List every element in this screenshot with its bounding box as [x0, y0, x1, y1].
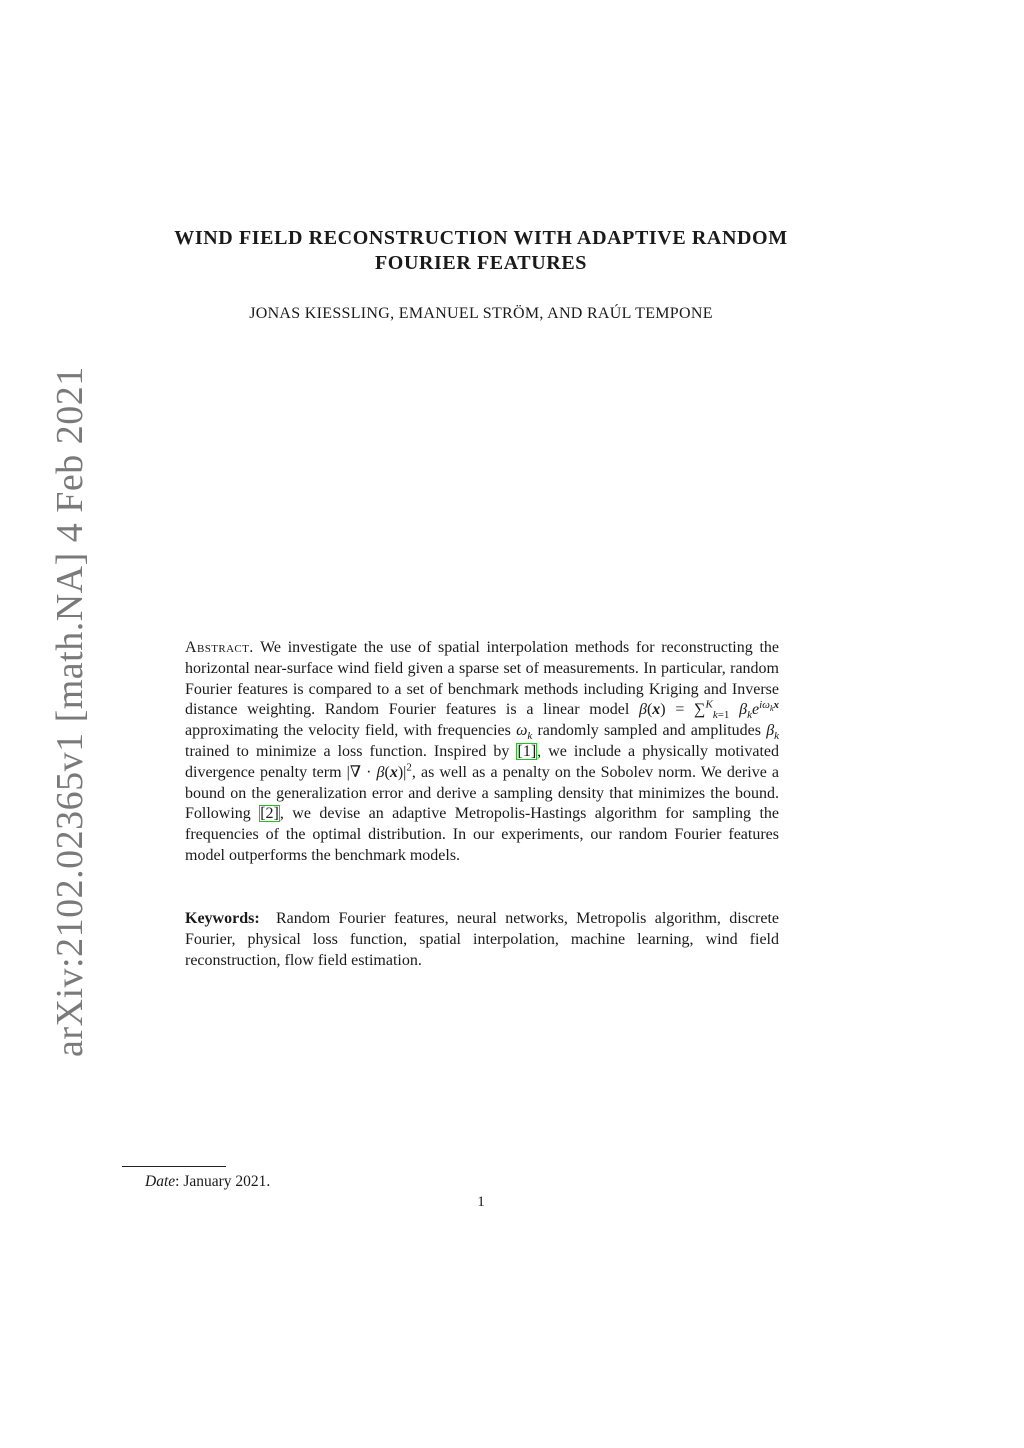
title-line-1: WIND FIELD RECONSTRUCTION WITH ADAPTIVE RANDOM: [174, 227, 788, 249]
paper-title: [100, 226, 862, 276]
abstract-text-1: We investigate the use of spatial interpolation methods for reconstructing the horizontal near-surface wind field given a sparse set of measurements. In particular, random Fourier features is compared to a set of benchmark methods including Kriging and Inverse distance weighting. Random Fourier features is a linear model: [185, 639, 780, 719]
footnote-date-label: Date: [145, 1173, 176, 1190]
abstract-text-5: , we include a physically motivated divergence penalty term: [185, 742, 780, 781]
footnote-date-text: : January 2021.: [175, 1173, 271, 1190]
author-list: JONAS KIESSLING, EMANUEL STRÖM, AND RAÚL TEMPONE: [249, 305, 713, 322]
footnote-date: [145, 1173, 270, 1191]
abstract-formula-model: β(x) = ∑$^K_{k=1}$ $\beta_ke^{i\omega_kx}$: [638, 699, 779, 722]
abstract-formula-divergence: |∇ · $\beta(x)|^2$: [346, 761, 412, 781]
keywords-text: Random Fourier features, neural networks, Metropolis algorithm, discrete Fourier, physical loss function, spatial interpolation, machine learning, wind field reconstruction, flow field estimation.: [185, 910, 780, 969]
abstract-formula-beta: $\beta_k$: [766, 722, 780, 743]
keywords: [185, 908, 779, 971]
citation-link-1[interactable]: [1]: [517, 742, 537, 760]
page-number: 1: [477, 1194, 485, 1210]
abstract-text-4: trained to minimize a loss function. Inspired by: [185, 742, 510, 760]
citation-link-2[interactable]: [2]: [260, 805, 279, 823]
abstract: [185, 638, 779, 867]
abstract-text-7: , we devise an adaptive Metropolis-Hastings algorithm for sampling the frequencies of the optimal distribution. In our experiments, our random Fourier features model outperforms the benchmark models.: [185, 805, 780, 864]
footnote-divider: [122, 1166, 226, 1167]
abstract-formula-omega: $\omega_k$: [516, 722, 533, 743]
abstract-label: Abstract.: [185, 639, 254, 656]
title-line-2: FOURIER FEATURES: [374, 252, 588, 274]
keywords-label: Keywords:: [185, 910, 260, 927]
abstract-text-2: approximating the velocity field, with frequencies: [185, 722, 511, 740]
arxiv-identifier-stamp[interactable]: arXiv:2102.02365v1 [math.NA] 4 Feb 2021: [49, 366, 91, 1057]
abstract-text-3: randomly sampled and amplitudes: [537, 722, 761, 740]
abstract-text-6: , as well as a penalty on the Sobolev norm. We derive a bound on the generalization error and derive a sampling density that minimizes the bound. Following: [185, 763, 780, 823]
